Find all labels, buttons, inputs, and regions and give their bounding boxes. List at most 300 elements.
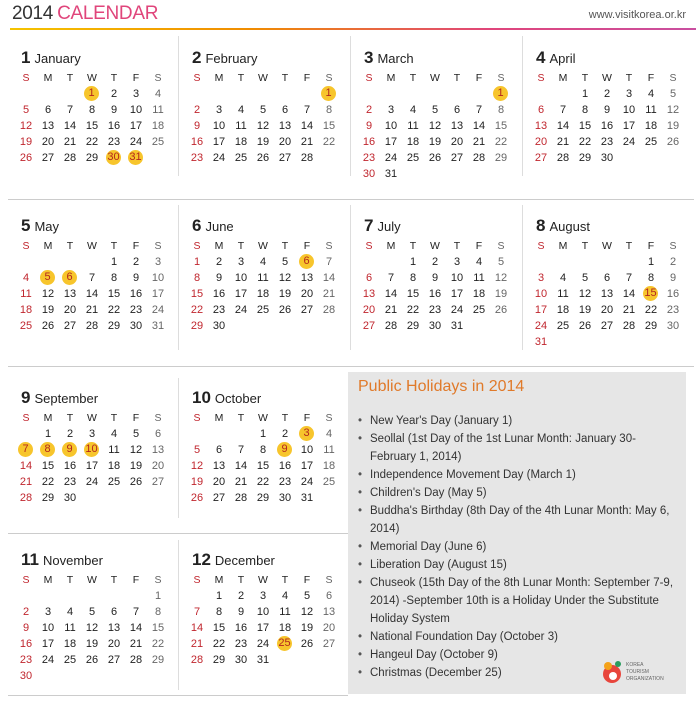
weekday-label: T (66, 240, 74, 252)
date-cell: 18 (472, 288, 486, 300)
weekday-label: T (625, 240, 633, 252)
date-cell: 28 (556, 152, 570, 164)
date-cell: 15 (85, 120, 99, 132)
date-cell: 12 (300, 606, 314, 618)
month-name: June (205, 219, 234, 234)
weekday-label: S (22, 412, 30, 424)
weekday-label: T (110, 72, 118, 84)
date-cell: 22 (494, 136, 508, 148)
date-cell: 8 (110, 272, 118, 284)
date-cell: 29 (151, 654, 165, 666)
date-cell: 7 (387, 272, 395, 284)
date-cell: 18 (256, 288, 270, 300)
date-cell: 23 (63, 476, 77, 488)
date-cell: 25 (406, 152, 420, 164)
date-cell: 16 (212, 288, 226, 300)
date-cell: 27 (212, 492, 226, 504)
holiday-date: 9 (62, 442, 77, 457)
holiday-date: 31 (129, 151, 142, 163)
date-cell: 7 (475, 104, 483, 116)
weekday-label: T (581, 240, 589, 252)
week-row (530, 318, 684, 334)
weekday-label: T (66, 72, 74, 84)
weekday-header (15, 70, 169, 86)
week-row (15, 302, 169, 318)
month-name: March (377, 51, 414, 66)
week-row (15, 588, 169, 604)
date-cell: 7 (66, 104, 74, 116)
week-row (358, 166, 512, 182)
date-cell: 21 (234, 476, 248, 488)
date-cell: 2 (237, 590, 245, 602)
month-number: 12 (192, 550, 211, 569)
month-number: 9 (21, 388, 31, 407)
week-row (15, 668, 169, 684)
date-cell: 10 (256, 606, 270, 618)
month-number: 2 (192, 48, 202, 67)
date-cell: 1 (581, 88, 589, 100)
weekday-label: T (453, 240, 461, 252)
weekday-label: T (66, 412, 74, 424)
date-cell: 2 (365, 104, 373, 116)
holiday-item: • National Foundation Day (October 3) (358, 628, 678, 646)
weekday-label: W (602, 240, 612, 252)
week-row (186, 604, 340, 620)
date-cell: 21 (300, 136, 314, 148)
date-cell: 15 (406, 288, 420, 300)
week-row (186, 286, 340, 302)
date-cell: 21 (622, 304, 636, 316)
date-cell: 26 (428, 152, 442, 164)
date-cell: 14 (384, 288, 398, 300)
weekday-label: T (409, 240, 417, 252)
date-cell: 20 (322, 622, 336, 634)
date-cell: 24 (85, 476, 99, 488)
date-cell: 18 (644, 120, 658, 132)
date-cell: 24 (256, 638, 270, 650)
date-cell: 3 (215, 104, 223, 116)
date-cell: 30 (278, 492, 292, 504)
date-cell: 27 (41, 152, 55, 164)
weekday-label: M (43, 574, 53, 586)
header-divider (10, 28, 696, 30)
weekday-label: W (87, 412, 97, 424)
date-cell: 28 (63, 152, 77, 164)
date-cell: 12 (578, 288, 592, 300)
date-cell: 27 (322, 638, 336, 650)
holiday-date: 6 (62, 270, 77, 285)
date-cell: 29 (406, 320, 420, 332)
holiday-date: 25 (278, 637, 291, 649)
week-row (186, 652, 340, 668)
week-row (530, 254, 684, 270)
date-cell: 9 (669, 272, 677, 284)
date-cell: 24 (622, 136, 636, 148)
month-title (364, 48, 414, 68)
date-cell: 19 (129, 460, 143, 472)
date-cell: 15 (151, 622, 165, 634)
date-cell: 6 (453, 104, 461, 116)
date-cell: 19 (666, 120, 680, 132)
weekday-label: M (214, 72, 224, 84)
date-cell: 7 (237, 444, 245, 456)
date-cell: 13 (278, 120, 292, 132)
kto-logo-icon (598, 654, 680, 690)
month-title (192, 48, 258, 68)
week-row (530, 86, 684, 102)
date-cell: 16 (600, 120, 614, 132)
week-row (530, 118, 684, 134)
date-cell: 18 (151, 120, 165, 132)
date-cell: 18 (556, 304, 570, 316)
date-cell: 14 (19, 460, 33, 472)
date-cell: 30 (428, 320, 442, 332)
holiday-item: • Buddha's Birthday (8th Day of the 4th Lunar Month: May 6, 2014) (358, 502, 678, 538)
date-cell: 11 (152, 104, 164, 116)
holiday-date: 3 (299, 426, 314, 441)
weekday-label: W (258, 574, 268, 586)
date-cell: 28 (19, 492, 33, 504)
date-cell: 30 (600, 152, 614, 164)
week-row (15, 134, 169, 150)
month-title (21, 550, 103, 570)
date-cell: 5 (88, 606, 96, 618)
weekday-label: M (43, 72, 53, 84)
date-cell: 21 (384, 304, 398, 316)
week-row (530, 150, 684, 166)
date-cell: 9 (237, 606, 245, 618)
date-cell: 16 (19, 638, 33, 650)
date-cell: 14 (190, 622, 204, 634)
date-cell: 19 (278, 288, 292, 300)
date-cell: 27 (300, 304, 314, 316)
date-cell: 2 (603, 88, 611, 100)
date-cell: 5 (193, 444, 201, 456)
month-may (15, 206, 183, 366)
date-cell: 6 (325, 590, 333, 602)
week-row (15, 652, 169, 668)
date-cell: 3 (154, 256, 162, 268)
date-cell: 9 (431, 272, 439, 284)
date-cell: 21 (63, 136, 77, 148)
date-cell: 30 (129, 320, 143, 332)
date-cell: 13 (534, 120, 548, 132)
svg-text:TOURISM: TOURISM (626, 669, 649, 675)
week-row (530, 102, 684, 118)
weekday-label: T (237, 72, 245, 84)
row-divider (8, 366, 694, 367)
date-cell: 3 (625, 88, 633, 100)
date-cell: 14 (129, 622, 143, 634)
date-cell: 27 (278, 152, 292, 164)
date-cell: 3 (453, 256, 461, 268)
date-cell: 14 (234, 460, 248, 472)
date-cell: 19 (85, 638, 99, 650)
week-row (15, 426, 169, 442)
date-cell: 20 (278, 136, 292, 148)
date-cell: 8 (647, 272, 655, 284)
date-cell: 28 (384, 320, 398, 332)
date-cell: 27 (151, 476, 165, 488)
date-cell: 24 (129, 136, 143, 148)
date-cell: 28 (622, 320, 636, 332)
month-february (186, 38, 354, 198)
date-cell: 2 (281, 428, 289, 440)
date-cell: 26 (300, 638, 314, 650)
date-cell: 1 (647, 256, 655, 268)
date-cell: 2 (193, 104, 201, 116)
weekday-header (186, 572, 340, 588)
date-cell: 23 (129, 304, 143, 316)
date-cell: 28 (300, 152, 314, 164)
date-cell: 13 (322, 606, 336, 618)
weekday-label: F (132, 574, 140, 586)
weekday-label: S (22, 72, 30, 84)
month-october (186, 378, 354, 538)
date-cell: 11 (557, 288, 569, 300)
date-cell: 13 (600, 288, 614, 300)
date-cell: 24 (41, 654, 55, 666)
row-divider (8, 199, 694, 200)
date-cell: 11 (323, 444, 335, 456)
date-cell: 17 (256, 622, 270, 634)
weekday-label: S (325, 412, 333, 424)
date-cell: 10 (450, 272, 464, 284)
date-cell: 8 (154, 606, 162, 618)
weekday-label: S (537, 240, 545, 252)
weekday-label: W (258, 412, 268, 424)
holiday-date: 30 (107, 151, 120, 163)
date-cell: 15 (41, 460, 55, 472)
date-cell: 5 (431, 104, 439, 116)
date-cell: 19 (494, 288, 508, 300)
date-cell: 26 (278, 304, 292, 316)
weekday-label: M (214, 240, 224, 252)
weekday-label: S (22, 240, 30, 252)
weekday-label: S (497, 240, 505, 252)
date-cell: 26 (129, 476, 143, 488)
weekday-label: S (365, 72, 373, 84)
date-cell: 28 (129, 654, 143, 666)
month-title (536, 48, 575, 68)
date-cell: 21 (322, 288, 336, 300)
week-row (186, 118, 340, 134)
month-number: 7 (364, 216, 374, 235)
date-cell: 12 (278, 272, 292, 284)
date-cell: 12 (190, 460, 204, 472)
date-cell: 25 (19, 320, 33, 332)
date-cell: 27 (450, 152, 464, 164)
date-cell: 21 (190, 638, 204, 650)
date-cell: 8 (497, 104, 505, 116)
page-title: 2014 CALENDAR (12, 3, 159, 24)
month-title (192, 550, 275, 570)
weekday-label: S (669, 240, 677, 252)
date-cell: 9 (110, 104, 118, 116)
month-name: November (42, 553, 103, 568)
weekday-label: F (132, 72, 140, 84)
weekday-header (186, 238, 340, 254)
date-cell: 30 (212, 320, 226, 332)
weekday-label: T (453, 72, 461, 84)
week-row (358, 318, 512, 334)
month-title (21, 216, 59, 236)
date-cell: 7 (193, 606, 201, 618)
date-cell: 26 (19, 152, 33, 164)
weekday-label: S (193, 574, 201, 586)
weekday-header (358, 70, 512, 86)
week-row (186, 86, 340, 102)
month-name: September (34, 391, 99, 406)
weekday-label: M (214, 574, 224, 586)
date-cell: 25 (107, 476, 121, 488)
holiday-date: 8 (40, 442, 55, 457)
date-cell: 19 (41, 304, 55, 316)
date-cell: 10 (41, 622, 55, 634)
month-title (364, 216, 401, 236)
weekday-label: T (281, 412, 289, 424)
weekday-label: T (581, 72, 589, 84)
date-cell: 21 (556, 136, 570, 148)
date-cell: 14 (63, 120, 77, 132)
week-row (186, 636, 340, 652)
date-cell: 5 (259, 104, 267, 116)
date-cell: 17 (384, 136, 398, 148)
month-december (186, 540, 354, 700)
weekday-label: T (110, 240, 118, 252)
date-cell: 12 (666, 104, 680, 116)
week-row (15, 118, 169, 134)
date-cell: 16 (107, 120, 121, 132)
date-cell: 18 (406, 136, 420, 148)
date-cell: 9 (193, 120, 201, 132)
date-cell: 6 (215, 444, 223, 456)
date-cell: 17 (151, 288, 165, 300)
weekday-label: S (154, 412, 162, 424)
date-cell: 4 (647, 88, 655, 100)
date-cell: 31 (450, 320, 464, 332)
date-cell: 12 (85, 622, 99, 634)
date-cell: 20 (107, 638, 121, 650)
date-cell: 28 (472, 152, 486, 164)
date-cell: 15 (107, 288, 121, 300)
date-cell: 4 (559, 272, 567, 284)
month-november (15, 540, 183, 700)
date-cell: 2 (669, 256, 677, 268)
weekday-label: F (132, 412, 140, 424)
date-cell: 25 (322, 476, 336, 488)
date-cell: 20 (41, 136, 55, 148)
date-cell: 10 (622, 104, 636, 116)
week-row (358, 118, 512, 134)
date-cell: 2 (22, 606, 30, 618)
week-row (186, 620, 340, 636)
date-cell: 18 (107, 460, 121, 472)
month-name: October (214, 391, 262, 406)
date-cell: 18 (19, 304, 33, 316)
holiday-date: 15 (644, 287, 657, 299)
week-row (15, 458, 169, 474)
date-cell: 27 (107, 654, 121, 666)
week-row (186, 102, 340, 118)
date-cell: 3 (387, 104, 395, 116)
date-cell: 6 (154, 428, 162, 440)
weekday-label: S (669, 72, 677, 84)
date-cell: 27 (362, 320, 376, 332)
date-cell: 31 (151, 320, 165, 332)
date-cell: 24 (151, 304, 165, 316)
header (0, 0, 700, 28)
date-cell: 29 (578, 152, 592, 164)
date-cell: 10 (384, 120, 398, 132)
date-cell: 13 (362, 288, 376, 300)
weekday-header (15, 572, 169, 588)
date-cell: 30 (234, 654, 248, 666)
date-cell: 26 (85, 654, 99, 666)
date-cell: 19 (300, 622, 314, 634)
date-cell: 29 (212, 654, 226, 666)
date-cell: 2 (431, 256, 439, 268)
date-cell: 2 (110, 88, 118, 100)
date-cell: 1 (409, 256, 417, 268)
public-holidays-panel (348, 372, 686, 694)
week-row (358, 286, 512, 302)
week-row (186, 254, 340, 270)
date-cell: 11 (20, 288, 32, 300)
date-cell: 31 (300, 492, 314, 504)
date-cell: 17 (129, 120, 143, 132)
date-cell: 10 (234, 272, 248, 284)
date-cell: 10 (534, 288, 548, 300)
holiday-item: • Chuseok (15th Day of the 8th Lunar Month: September 7-9, 2014) -September 10th is a Holiday Under the Substitute Holiday System (358, 574, 678, 628)
weekday-label: S (497, 72, 505, 84)
date-cell: 23 (190, 152, 204, 164)
holiday-date: 7 (18, 442, 33, 457)
date-cell: 2 (132, 256, 140, 268)
week-row (15, 254, 169, 270)
week-row (358, 302, 512, 318)
weekday-label: S (325, 240, 333, 252)
site-url[interactable]: www.visitkorea.or.kr (588, 9, 686, 21)
holiday-item: • Independence Movement Day (March 1) (358, 466, 678, 484)
date-cell: 31 (534, 336, 548, 348)
svg-text:KOREA: KOREA (626, 662, 644, 668)
date-cell: 11 (407, 120, 419, 132)
date-cell: 29 (41, 492, 55, 504)
week-row (358, 150, 512, 166)
month-name: May (34, 219, 60, 234)
week-row (358, 270, 512, 286)
date-cell: 24 (534, 320, 548, 332)
date-cell: 29 (85, 152, 99, 164)
date-cell: 20 (450, 136, 464, 148)
date-cell: 19 (256, 136, 270, 148)
public-holidays-list (358, 412, 678, 682)
date-cell: 12 (129, 444, 143, 456)
date-cell: 31 (256, 654, 270, 666)
date-cell: 9 (365, 120, 373, 132)
date-cell: 20 (151, 460, 165, 472)
date-cell: 22 (578, 136, 592, 148)
date-cell: 4 (475, 256, 483, 268)
weekday-header (530, 70, 684, 86)
weekday-label: W (87, 72, 97, 84)
date-cell: 16 (129, 288, 143, 300)
date-cell: 20 (63, 304, 77, 316)
weekday-label: W (602, 72, 612, 84)
month-title (21, 48, 81, 68)
date-cell: 26 (666, 136, 680, 148)
